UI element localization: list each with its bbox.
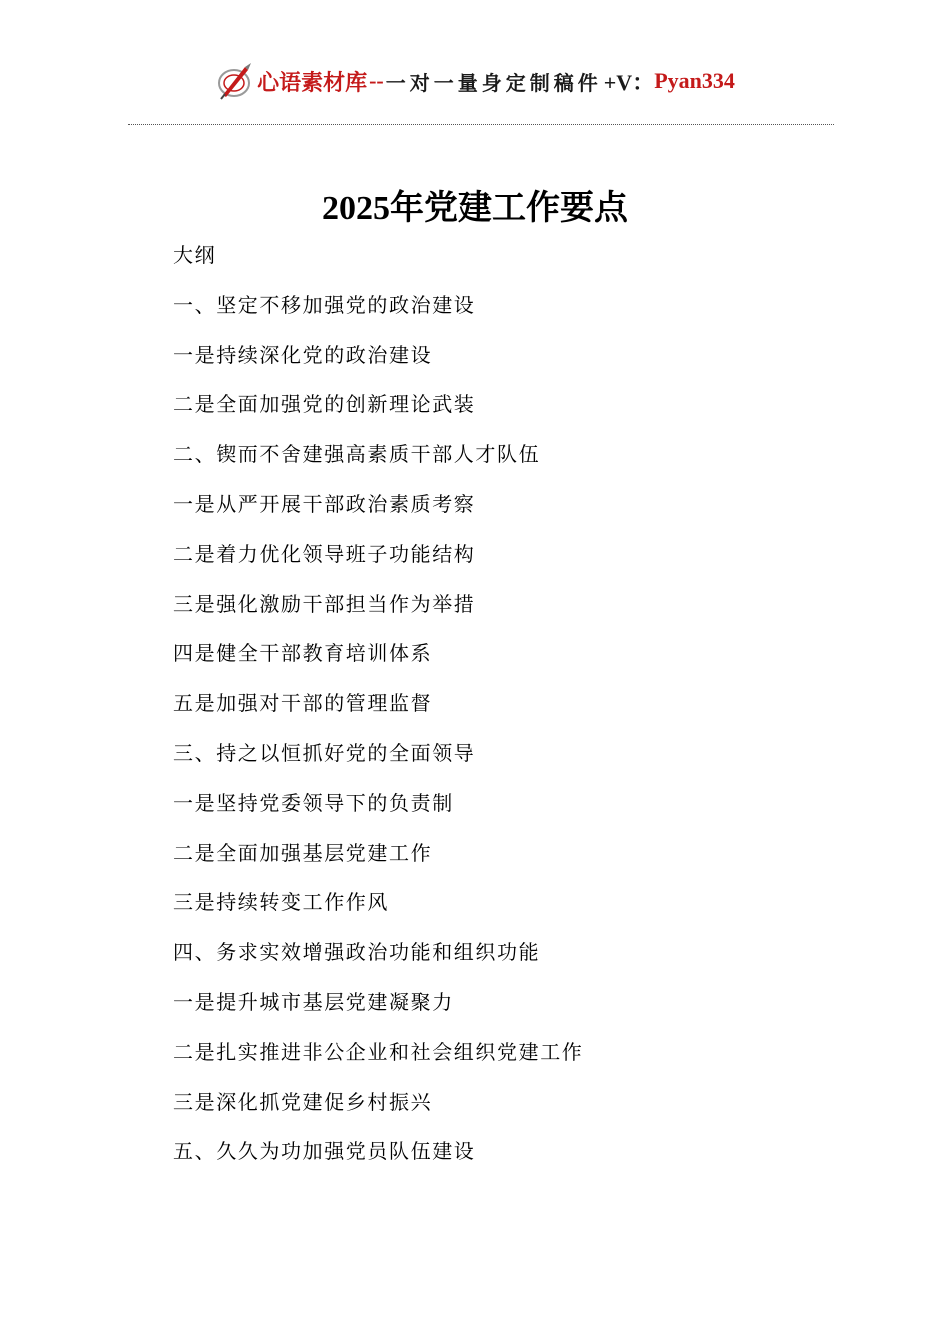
header-tagline: 一对一量身定制稿件 (385, 70, 602, 95)
outline-section: 二、锲而不舍建强高素质干部人才队伍 (173, 442, 541, 467)
outline-section: 五、久久为功加强党员队伍建设 (173, 1139, 476, 1164)
outline-item: 三是深化抓党建促乡村振兴 (173, 1089, 433, 1114)
outline-section: 一、坚定不移加强党的政治建设 (173, 292, 476, 317)
contact-prefix: +V： (603, 69, 655, 95)
outline-section: 三、持之以恒抓好党的全面领导 (173, 740, 476, 765)
outline-heading: 大纲 (173, 243, 217, 267)
brand-name: 心语素材库 (257, 69, 368, 96)
outline-item: 一是提升城市基层党建凝聚力 (173, 989, 454, 1014)
contact-id: Pyan334 (654, 68, 735, 93)
header-separator: -- (369, 68, 384, 93)
outline-item: 五是加强对干部的管理监督 (173, 691, 433, 716)
document-title: 2025年党建工作要点 (322, 190, 628, 227)
page-header (0, 58, 950, 104)
header-divider (128, 124, 834, 125)
outline-item: 二是全面加强党的创新理论武装 (173, 392, 476, 417)
quill-pen-logo-icon (215, 61, 255, 101)
outline-item: 一是持续深化党的政治建设 (173, 342, 433, 367)
outline-item: 二是着力优化领导班子功能结构 (173, 541, 476, 566)
outline-item: 二是扎实推进非公企业和社会组织党建工作 (173, 1039, 584, 1064)
outline-section: 四、务求实效增强政治功能和组织功能 (173, 940, 541, 965)
outline-item: 二是全面加强基层党建工作 (173, 840, 433, 865)
outline-item: 一是从严开展干部政治素质考察 (173, 491, 476, 516)
outline-item: 三是持续转变工作作风 (173, 890, 389, 915)
outline-list (173, 238, 873, 1184)
outline-item: 四是健全干部教育培训体系 (173, 641, 433, 666)
outline-item: 三是强化激励干部担当作为举措 (173, 591, 476, 616)
outline-item: 一是坚持党委领导下的负责制 (173, 790, 454, 815)
